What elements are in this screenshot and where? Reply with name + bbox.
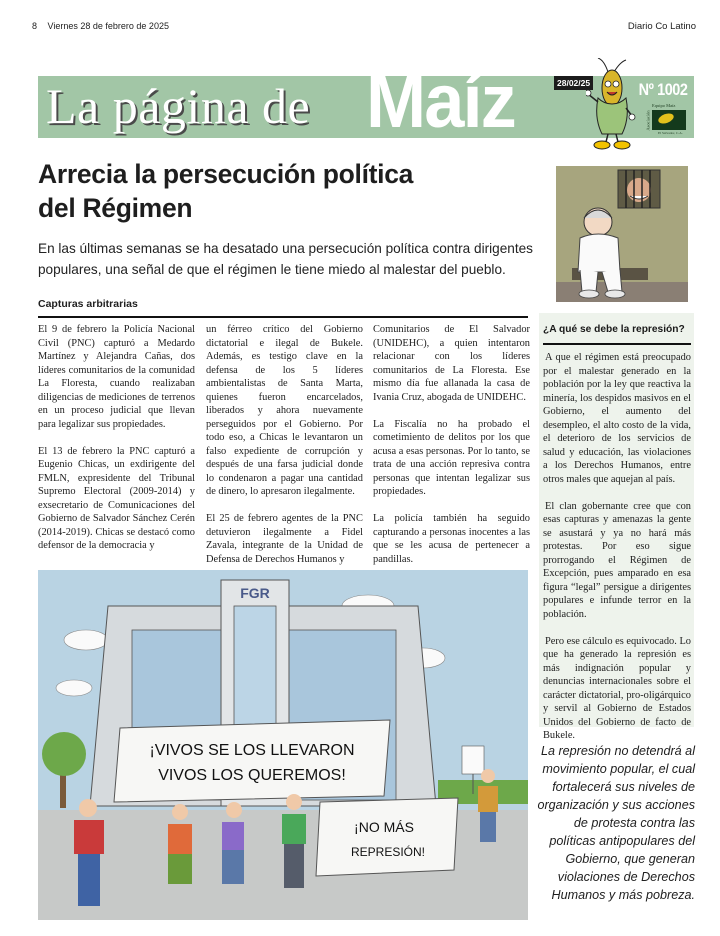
paragraph: El 9 de febrero la Policía Nacional Civil (PNC) capturó a Medardo Martínez y Alejandra Cañas, dos líderes comunitarios de la comunidad La Floresta, cuando realizaban diligencias de mediciones de terrenos en un proceso judicial que llevan para legalizar sus propiedades. — [38, 324, 195, 430]
corn-mascot-icon — [586, 58, 638, 150]
paragraph: El 13 de febrero la PNC capturó a Eugenio Chicas, un exdirigente del FMLN, expresidente del Tribunal Supremo Electoral (2009-2014) y exsecretario de Comunicaciones del Gobierno de Salvador Sánchez Cerén (2014-2019). Chicas se destacó como defensor de la democracia y — [38, 445, 195, 551]
article-headline — [38, 157, 518, 225]
banner-2-line-1: ¡NO MÁS — [354, 819, 414, 835]
pull-quote: La represión no detendrá al movimiento popular, el cual fortalecerá sus niveles de organización y sus acciones de protesta contra las políticas antipopulares del Gobierno, que generan violaciones de Derechos Humanos y más pobreza. — [537, 744, 695, 902]
cell-window — [618, 170, 660, 208]
paragraph: Comunitarios de El Salvador (UNIDEHC), a quien intentaron relacionar con los líderes comunitarios de La Floresta. Ese mismo día fue allanada la casa de Ivania Cruz, abogada de UNIDEHC. — [373, 324, 530, 403]
headline-line-2: del Régimen — [38, 193, 193, 223]
paragraph: un férreo crítico del Gobierno dictatorial e ilegal de Bukele. Además, es testigo clave en la defensa de los 5 líderes ambientalistas de Santa Marta, quienes fueron encarcelados, liberados y ahora nuevamente perseguidos por el Gobierno. Por todo eso, a Chicas le levantaron un falso expediente de corrupción y después de una farsa judicial donde lo condenaron a pagar una cantidad de dinero, lo apresaron ilegalmente. — [206, 324, 363, 497]
article-column-1 — [38, 323, 195, 566]
sidebar-box — [539, 313, 694, 741]
paragraph: La Fiscalía no ha probado el cometimiento de delitos por los que acusa a esas personas. Por lo tanto, se trata de una acción represiva contra personas que intentan legalizar sus propiedades. — [373, 418, 530, 497]
banner-vivos — [114, 720, 390, 802]
banner-1-line-2: VIVOS LOS QUEREMOS! — [158, 767, 346, 784]
issue-date: Viernes 28 de febrero de 2025 — [47, 21, 169, 31]
sidebar-paragraph: El clan gobernante cree que con esas capturas y amenazas la gente se asustará y ya no hará más protestas. Por eso sigue prorrogando el Régimen de Excepción, pues amparado en esa figura “legal” persigue a dirigentes populares e infunde terror en la población. — [543, 500, 691, 620]
article-column-3 — [373, 323, 530, 580]
masthead-title-prefix: La página de — [46, 78, 311, 134]
sidebar-paragraph: A que el régimen está preocupado por el malestar generado en la población por la ley que reactiva la minería, los despidos masivos en el Gobierno, el aumento del desempleo, el alto costo de la vida, el deterioro de los servicios de salud y educación, las violaciones a los Derechos Humanos, entre otros males que aquejan al país. — [543, 352, 691, 485]
protest-cartoon — [38, 570, 528, 920]
article-column-2 — [206, 323, 363, 580]
sidebar-divider — [543, 343, 691, 345]
newspaper-name: Diario Co Latino — [627, 21, 696, 32]
date-badge: 28/02/25 — [554, 76, 593, 90]
banner-2-line-2: REPRESIÓN! — [350, 845, 426, 859]
article-deck: En las últimas semanas se ha desatado una persecución política contra dirigentes populares, una señal de que el régimen le tiene miedo al malestar del pueblo. — [38, 241, 533, 277]
page-folio — [32, 21, 169, 31]
masthead-title-main: Maíz — [366, 59, 515, 144]
section-divider — [38, 316, 528, 318]
prisoner-cartoon — [552, 160, 692, 305]
section-label: Capturas arbitrarias — [38, 298, 138, 310]
paragraph: La policía también ha seguido capturando a personas inocentes a las que se les acusa de pertenecer a pandillas. — [373, 513, 530, 565]
page-number: 8 — [32, 21, 38, 31]
equipo-maiz-logo — [644, 104, 686, 136]
headline-line-1: Arrecia la persecución política — [38, 159, 414, 189]
banner-1-line-1: ¡VIVOS SE LOS LLEVARON — [149, 742, 355, 759]
issue-number: Nº 1002 — [639, 80, 688, 99]
logo-org-name: Equipo Maíz — [652, 103, 676, 108]
banner-no-mas — [316, 798, 458, 876]
masthead — [38, 59, 694, 144]
logo-vertical-label: Asociación — [645, 110, 651, 131]
building-sign: FGR — [240, 585, 270, 601]
sidebar-title: ¿A qué se debe la represión? — [543, 324, 685, 335]
logo-footer: El Salvador, C.A. — [658, 131, 683, 135]
paragraph: El 25 de febrero agentes de la PNC detuvieron ilegalmente a Fidel Zavala, integrante de la Unidad de Defensa de Derechos Humanos y — [206, 513, 363, 565]
sidebar-paragraph: Pero ese cálculo es equivocado. Lo que ha generado la represión es más indignación popular y denuncias internacionales sobre el carácter dictatorial, pro-oligárquico y servil al Gobierno de Estados Unidos del Gobierno de facto de Bukele. — [543, 635, 691, 741]
sidebar-body — [543, 351, 691, 756]
